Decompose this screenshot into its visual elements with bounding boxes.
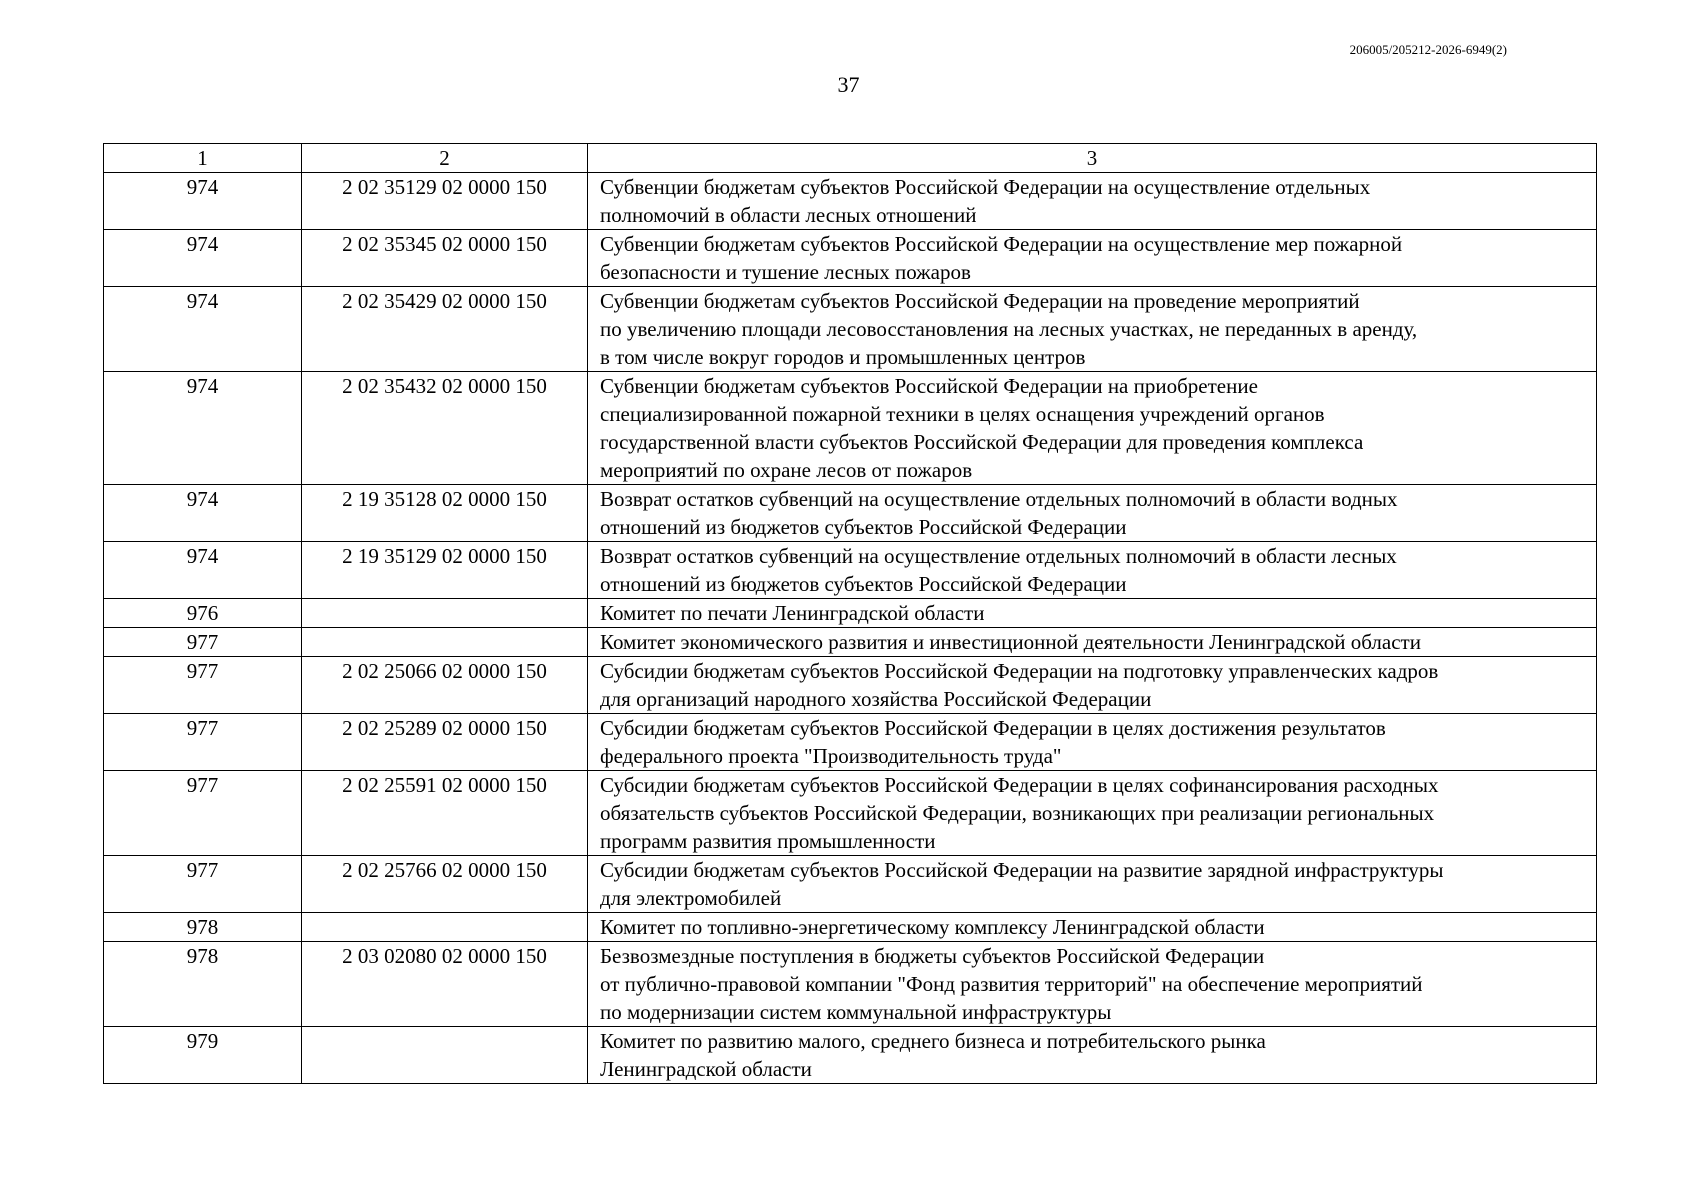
administrator-code-cell: 976 xyxy=(104,599,302,628)
revenue-name-line: отношений из бюджетов субъектов Российской Федерации xyxy=(600,572,1127,596)
revenue-name-line: по увеличению площади лесовосстановления на лесных участках, не переданных в аренду, xyxy=(600,317,1418,341)
revenue-name-line: по модернизации систем коммунальной инфраструктуры xyxy=(600,1000,1112,1024)
revenue-name-cell xyxy=(588,657,1597,714)
revenue-name-line: Комитет экономического развития и инвестиционной деятельности Ленинградской области xyxy=(600,630,1421,654)
revenue-name-cell xyxy=(588,628,1597,657)
administrator-code-cell: 978 xyxy=(104,942,302,1027)
administrator-code-cell: 978 xyxy=(104,913,302,942)
revenue-name-cell xyxy=(588,714,1597,771)
revenue-name-line: для электромобилей xyxy=(600,886,782,910)
revenue-name-line: полномочий в области лесных отношений xyxy=(600,203,977,227)
revenue-name-line: Ленинградской области xyxy=(600,1057,812,1081)
administrator-code-cell: 974 xyxy=(104,542,302,599)
table-row xyxy=(104,657,1597,714)
revenue-code-cell: 2 19 35128 02 0000 150 xyxy=(302,485,588,542)
revenue-name-line: Субвенции бюджетам субъектов Российской Федерации на осуществление отдельных xyxy=(600,175,1371,199)
administrator-code-cell: 974 xyxy=(104,372,302,485)
revenue-name-line: Комитет по печати Ленинградской области xyxy=(600,601,985,625)
revenue-name-line: безопасности и тушение лесных пожаров xyxy=(600,260,971,284)
revenue-code-cell xyxy=(302,1027,588,1084)
revenue-name-line: от публично-правовой компании "Фонд развития территорий" на обеспечение мероприятий xyxy=(600,972,1423,996)
revenue-code-cell: 2 02 25766 02 0000 150 xyxy=(302,856,588,913)
revenue-code-cell: 2 02 35429 02 0000 150 xyxy=(302,287,588,372)
revenue-name-cell xyxy=(588,913,1597,942)
revenue-name-line: обязательств субъектов Российской Федерации, возникающих при реализации региональных xyxy=(600,801,1435,825)
table-row xyxy=(104,542,1597,599)
administrator-code-cell: 974 xyxy=(104,287,302,372)
revenue-name-line: федерального проекта "Производительность труда" xyxy=(600,744,1062,768)
revenue-name-line: Субсидии бюджетам субъектов Российской Федерации в целях достижения результатов xyxy=(600,716,1386,740)
revenue-name-line: Возврат остатков субвенций на осуществление отдельных полномочий в области лесных xyxy=(600,544,1397,568)
revenue-name-cell xyxy=(588,173,1597,230)
administrator-code-cell: 977 xyxy=(104,771,302,856)
table-row xyxy=(104,599,1597,628)
revenue-name-line: специализированной пожарной техники в целях оснащения учреждений органов xyxy=(600,402,1325,426)
revenue-name-line: Возврат остатков субвенций на осуществление отдельных полномочий в области водных xyxy=(600,487,1398,511)
revenue-name-line: Субвенции бюджетам субъектов Российской Федерации на проведение мероприятий xyxy=(600,289,1360,313)
table-row xyxy=(104,942,1597,1027)
table-row xyxy=(104,230,1597,287)
column-header-3: 3 xyxy=(588,144,1597,173)
table-row xyxy=(104,485,1597,542)
revenue-code-cell: 2 02 25066 02 0000 150 xyxy=(302,657,588,714)
table-header-row xyxy=(104,144,1597,173)
revenue-name-line: программ развития промышленности xyxy=(600,829,936,853)
column-header-1: 1 xyxy=(104,144,302,173)
administrator-code-cell: 977 xyxy=(104,628,302,657)
revenue-code-cell: 2 02 35345 02 0000 150 xyxy=(302,230,588,287)
revenue-name-line: мероприятий по охране лесов от пожаров xyxy=(600,458,973,482)
table-row xyxy=(104,856,1597,913)
revenue-name-cell xyxy=(588,1027,1597,1084)
table-row xyxy=(104,1027,1597,1084)
administrator-code-cell: 977 xyxy=(104,714,302,771)
administrator-code-cell: 974 xyxy=(104,485,302,542)
administrator-code-cell: 974 xyxy=(104,230,302,287)
revenue-name-line: отношений из бюджетов субъектов Российской Федерации xyxy=(600,515,1127,539)
revenue-codes-table xyxy=(103,143,1597,1084)
revenue-name-cell xyxy=(588,372,1597,485)
table-row xyxy=(104,771,1597,856)
revenue-name-cell xyxy=(588,942,1597,1027)
revenue-name-line: Комитет по развитию малого, среднего бизнеса и потребительского рынка xyxy=(600,1029,1266,1053)
revenue-code-cell xyxy=(302,628,588,657)
revenue-code-cell: 2 02 25289 02 0000 150 xyxy=(302,714,588,771)
revenue-name-line: Субсидии бюджетам субъектов Российской Федерации в целях софинансирования расходных xyxy=(600,773,1439,797)
administrator-code-cell: 977 xyxy=(104,657,302,714)
revenue-code-cell: 2 02 35129 02 0000 150 xyxy=(302,173,588,230)
revenue-name-line: Субсидии бюджетам субъектов Российской Федерации на развитие зарядной инфраструктуры xyxy=(600,858,1444,882)
revenue-name-line: государственной власти субъектов Российской Федерации для проведения комплекса xyxy=(600,430,1364,454)
revenue-name-line: Безвозмездные поступления в бюджеты субъектов Российской Федерации xyxy=(600,944,1265,968)
table-row xyxy=(104,173,1597,230)
revenue-name-line: Субвенции бюджетам субъектов Российской Федерации на приобретение xyxy=(600,374,1258,398)
administrator-code-cell: 979 xyxy=(104,1027,302,1084)
revenue-name-line: Субсидии бюджетам субъектов Российской Федерации на подготовку управленческих кадров xyxy=(600,659,1439,683)
page-number: 37 xyxy=(837,72,860,97)
table-row xyxy=(104,287,1597,372)
table-row xyxy=(104,913,1597,942)
table-row xyxy=(104,372,1597,485)
revenue-name-cell xyxy=(588,771,1597,856)
revenue-name-line: Субвенции бюджетам субъектов Российской Федерации на осуществление мер пожарной xyxy=(600,232,1403,256)
revenue-name-cell xyxy=(588,856,1597,913)
revenue-name-line: для организаций народного хозяйства Российской Федерации xyxy=(600,687,1152,711)
revenue-code-cell: 2 02 35432 02 0000 150 xyxy=(302,372,588,485)
document-id: 206005/205212-2026-6949(2) xyxy=(1349,42,1507,57)
revenue-code-cell xyxy=(302,599,588,628)
revenue-name-cell xyxy=(588,230,1597,287)
revenue-name-line: в том числе вокруг городов и промышленных центров xyxy=(600,345,1086,369)
revenue-code-cell: 2 19 35129 02 0000 150 xyxy=(302,542,588,599)
administrator-code-cell: 977 xyxy=(104,856,302,913)
administrator-code-cell: 974 xyxy=(104,173,302,230)
revenue-name-cell xyxy=(588,485,1597,542)
table-row xyxy=(104,628,1597,657)
table-row xyxy=(104,714,1597,771)
revenue-code-cell: 2 02 25591 02 0000 150 xyxy=(302,771,588,856)
revenue-code-cell xyxy=(302,913,588,942)
revenue-name-cell xyxy=(588,287,1597,372)
revenue-code-cell: 2 03 02080 02 0000 150 xyxy=(302,942,588,1027)
revenue-name-line: Комитет по топливно-энергетическому комплексу Ленинградской области xyxy=(600,915,1265,939)
column-header-2: 2 xyxy=(302,144,588,173)
revenue-name-cell xyxy=(588,542,1597,599)
revenue-name-cell xyxy=(588,599,1597,628)
table-body xyxy=(104,173,1597,1084)
